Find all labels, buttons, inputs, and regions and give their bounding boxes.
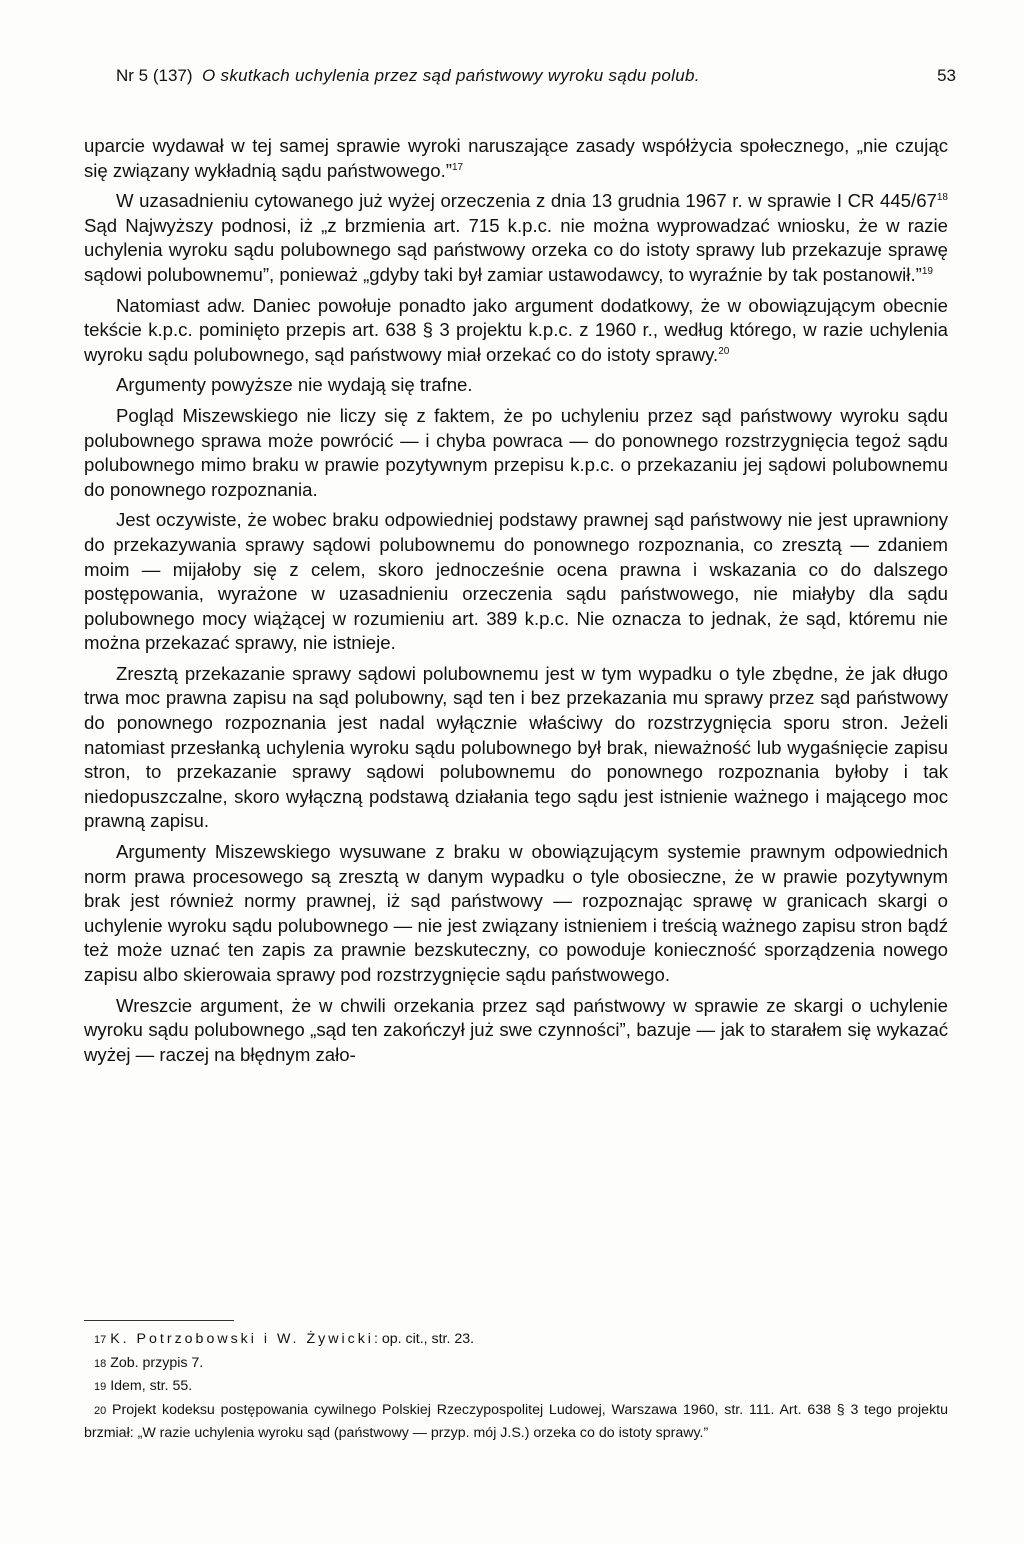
footnote-text: Projekt kodeksu postępowania cywilnego Polskiej Rzeczypospolitej Ludowej, Warszawa 1960, str. 111. Art. 638 § 3 tego projektu brzmiał: „W razie uchylenia wyroku sąd (państwowy — przyp. mój J.S.) orzeka co do istoty sprawy.” bbox=[84, 1401, 948, 1441]
paragraph-text: Jest oczywiste, że wobec braku odpowiedniej podstawy prawnej sąd państwowy nie jest uprawniony do przekazywania sprawy sądowi polubownemu do ponownego rozpoznania, co zresztą — zdaniem moim — mijałoby się z celem, skoro jednocześnie ocena prawna i wskazania co do dalszego postępowania, wyrażone w uzasadnieniu orzeczenia sądu państwowego, nie miałyby dla sądu polubownego mocy wiążącej w rozumieniu art. 389 k.p.c. Nie oznacza to jednak, że sąd, któremu nie można przekazać sprawy, nie istnieje. bbox=[84, 509, 948, 654]
footnote-19 bbox=[84, 1375, 948, 1399]
issue-number: Nr 5 (137) bbox=[116, 66, 193, 85]
page-number: 53 bbox=[937, 66, 956, 85]
main-text bbox=[84, 134, 948, 1073]
footnote-20 bbox=[84, 1399, 948, 1445]
paragraph-3 bbox=[84, 294, 948, 368]
paragraph-text: Argumenty Miszewskiego wysuwane z braku w obowiązującym systemie prawnym odpowiednich norm prawa procesowego są zresztą w danym wypadku o tyle obosieczne, że w prawie pozytywnym brak jest również normy prawnej, iż sąd państwowy — rozpoznając sprawę w granicach skargi o uchylenie wyroku sądu polubownego — nie jest związany istnieniem i treścią ważnego zapisu stron bądź też może uznać ten zapis za prawnie bezskuteczny, co powoduje konieczność sporządzenia nowego zapisu albo skierowaia sprawy pod rozstrzygnięcie sądu państwowego. bbox=[84, 841, 948, 985]
paragraph-6 bbox=[84, 508, 948, 656]
paragraph-text: Zresztą przekazanie sprawy sądowi polubownemu jest w tym wypadku o tyle zbędne, że jak długo trwa moc prawna zapisu na sąd polubowny, sąd ten i bez przekazania mu sprawy przez sąd państwowy do ponownego rozpoznania jest nadal wyłącznie właściwy do rozstrzygnięcia sporu stron. Jeżeli natomiast przesłanką uchylenia wyroku sądu polubownego był brak, nieważność lub wygaśnięcie zapisu stron, to przekazanie sprawy sądowi polubownemu do ponownego rozpoznania byłoby i tak niedopuszczalne, skoro wyłączną podstawą działania tego sądu jest istnienie ważnego i mającego moc prawną zapisu. bbox=[84, 662, 948, 832]
paragraph-text: Argumenty powyższe nie wydają się trafne. bbox=[116, 374, 473, 396]
footnote-17 bbox=[84, 1328, 948, 1352]
paragraph-5 bbox=[84, 404, 948, 502]
paragraph-text: Pogląd Miszewskiego nie liczy się z faktem, że po uchyleniu przez sąd państwowy wyroku sądu polubownego sprawa może powrócić — i chyba powraca — do ponownego rozstrzygnięcia tegoż sądu polubownego mimo braku w prawie pozytywnym przepisu k.p.c. o przekazaniu jej sądowi polubownemu do ponownego rozpoznania. bbox=[84, 404, 948, 500]
running-header bbox=[116, 66, 960, 96]
running-title: O skutkach uchylenia przez sąd państwowy wyroku sądu polub. bbox=[202, 66, 700, 85]
footnote-ref-19: 19 bbox=[921, 265, 933, 277]
paragraph-text: Wreszcie argument, że w chwili orzekania przez sąd państwowy w sprawie ze skargi o uchylenie wyroku sądu polubownego „sąd ten zakończył już swe czynności”, bazuje — jak to starałem się wykazać wyżej — raczej na błędnym zało- bbox=[84, 994, 948, 1065]
footnote-number: 17 bbox=[94, 1334, 107, 1346]
footnote-ref-18: 18 bbox=[936, 192, 948, 203]
paragraph-text: W uzasadnieniu cytowanego już wyżej orzeczenia z dnia 13 grudnia 1967 r. w sprawie I CR 445/67 bbox=[116, 190, 937, 212]
footnote-author: K. Potrzobowski i W. Żywicki bbox=[110, 1331, 374, 1347]
footnotes bbox=[84, 1328, 948, 1445]
footnote-18 bbox=[84, 1352, 948, 1376]
footnote-number: 20 bbox=[94, 1404, 107, 1417]
paragraph-text: Sąd Najwyższy podnosi, iż „z brzmienia art. 715 k.p.c. nie można wyprowadzać wniosku, że w razie uchylenia wyroku sądu polubownego sąd państwowy orzeka co do istoty sprawy lub przekazuje sprawę sądowi polubownemu”, ponieważ „gdyby taki był zamiar ustawodawcy, to wyraźnie by tak postanowił.” bbox=[84, 214, 948, 285]
paragraph-8 bbox=[84, 840, 948, 988]
paragraph-2 bbox=[84, 189, 948, 287]
footnote-divider bbox=[84, 1320, 234, 1321]
paragraph-4 bbox=[84, 373, 948, 398]
footnote-number: 18 bbox=[94, 1357, 107, 1370]
paragraph-text: uparcie wydawał w tej samej sprawie wyroki naruszające zasady współżycia społecznego, „nie czując się związany wykładnią sądu państwowego.” bbox=[84, 135, 948, 181]
footnote-ref-17: 17 bbox=[451, 161, 464, 173]
footnote-text: Zob. przypis 7. bbox=[110, 1354, 204, 1371]
footnote-number: 19 bbox=[94, 1381, 107, 1393]
paragraph-1 bbox=[84, 134, 948, 183]
footnote-text: Idem, str. 55. bbox=[110, 1378, 193, 1394]
paragraph-9 bbox=[84, 994, 948, 1068]
paragraph-7 bbox=[84, 662, 948, 834]
footnote-text: : op. cit., str. 23. bbox=[373, 1331, 475, 1347]
paragraph-text: Natomiast adw. Daniec powołuje ponadto jako argument dodatkowy, że w obowiązującym obecnie tekście k.p.c. pominięto przepis art. 638 § 3 projektu k.p.c. z 1960 r., według którego, w razie uchylenia wyroku sądu polubownego, sąd państwowy miał orzekać co do istoty sprawy. bbox=[84, 294, 948, 365]
footnote-ref-20: 20 bbox=[718, 345, 730, 357]
